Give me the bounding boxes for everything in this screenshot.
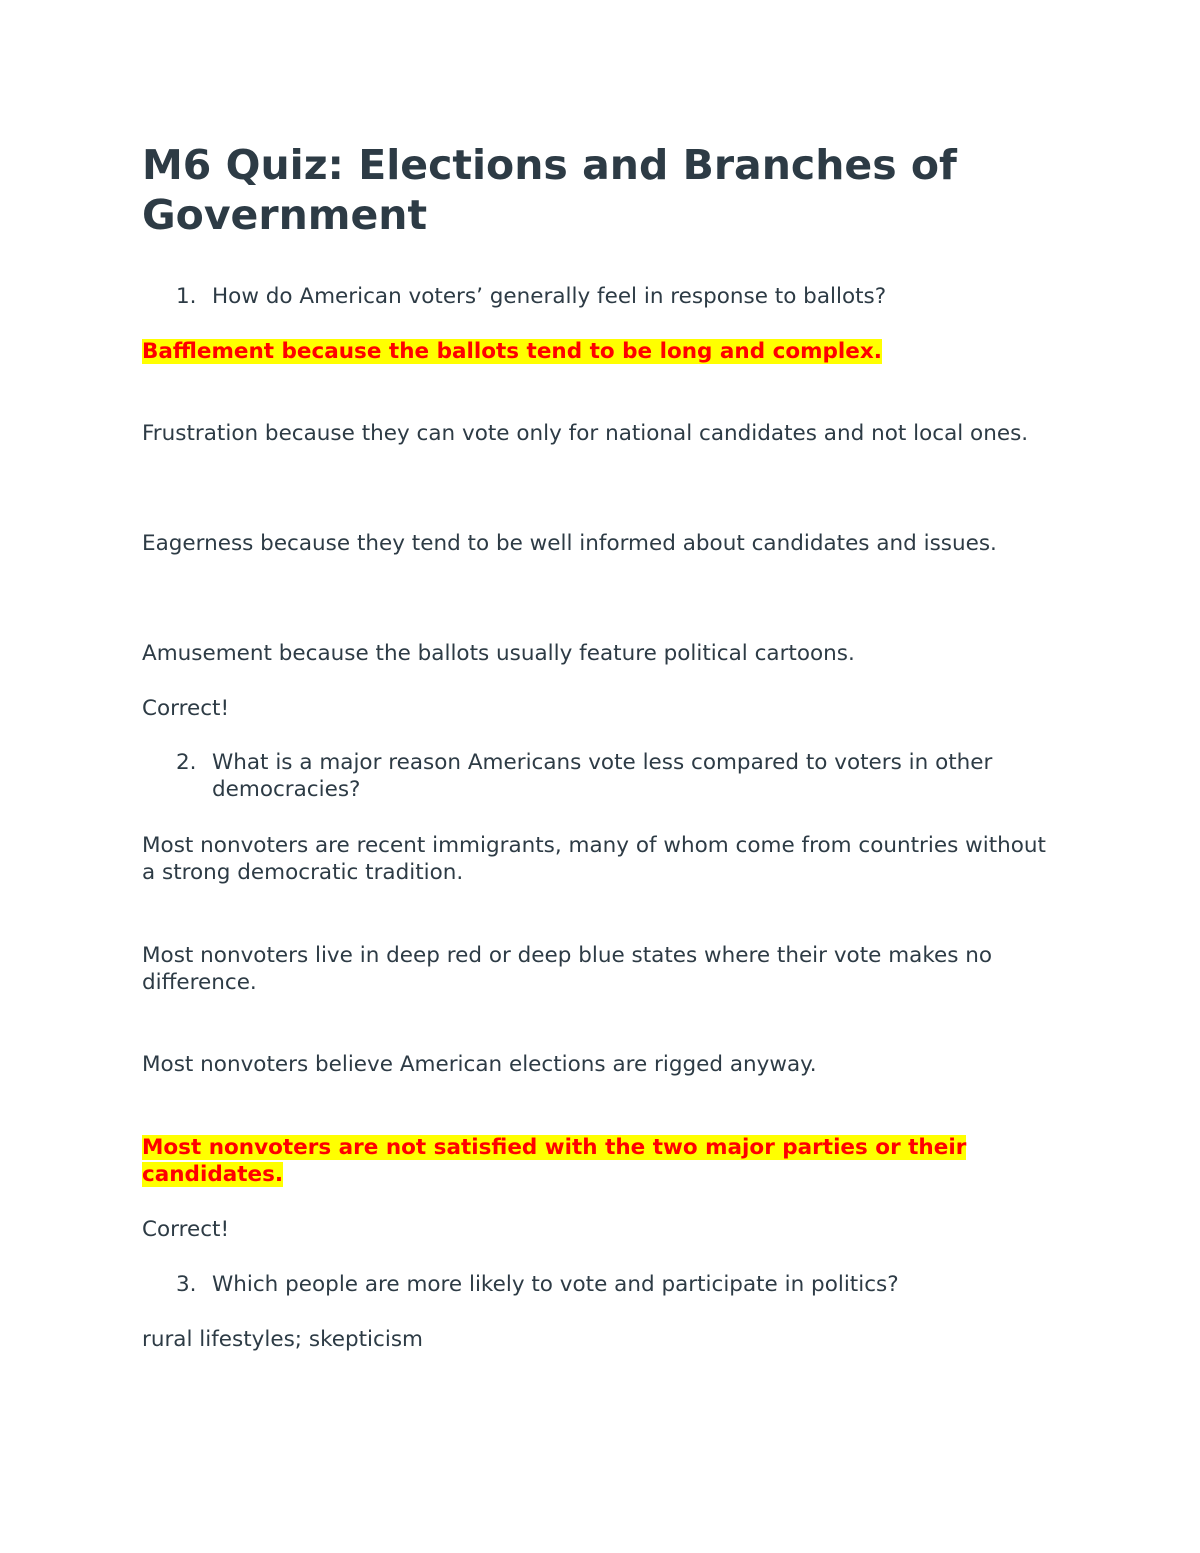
highlighted-answer: Most nonvoters are not satisfied with the two major parties or their candidates.	[142, 1135, 967, 1187]
answer-option-correct	[142, 338, 1052, 365]
question-number: 2.	[176, 750, 197, 775]
answer-option: Most nonvoters live in deep red or deep blue states where their vote makes no difference.	[142, 943, 993, 995]
question-2	[176, 749, 1036, 803]
answer-option: Frustration because they can vote only for national candidates and not local ones.	[142, 421, 1029, 446]
question-1	[176, 283, 1036, 310]
answer-option: Eagerness because they tend to be well informed about candidates and issues.	[142, 531, 997, 556]
question-3	[176, 1271, 1036, 1298]
question-number: 3.	[176, 1272, 197, 1297]
answer-option: Most nonvoters believe American elections are rigged anyway.	[142, 1052, 817, 1077]
answer-option: Most nonvoters are recent immigrants, many of whom come from countries without a strong democratic tradition.	[142, 833, 1046, 885]
question-text: What is a major reason Americans vote less compared to voters in other democracies?	[212, 750, 993, 802]
highlighted-answer: Bafflement because the ballots tend to be long and complex.	[142, 339, 882, 364]
feedback-text: Correct!	[142, 1217, 230, 1242]
question-text: Which people are more likely to vote and participate in politics?	[212, 1272, 899, 1297]
document-title: M6 Quiz: Elections and Branches of Government	[142, 141, 957, 239]
question-number: 1.	[176, 284, 197, 309]
answer-option: rural lifestyles; skepticism	[142, 1327, 423, 1352]
answer-option-correct	[142, 1134, 1052, 1188]
question-text: How do American voters’ generally feel in response to ballots?	[212, 284, 887, 309]
answer-option: Amusement because the ballots usually feature political cartoons.	[142, 641, 855, 666]
feedback-text: Correct!	[142, 696, 230, 721]
